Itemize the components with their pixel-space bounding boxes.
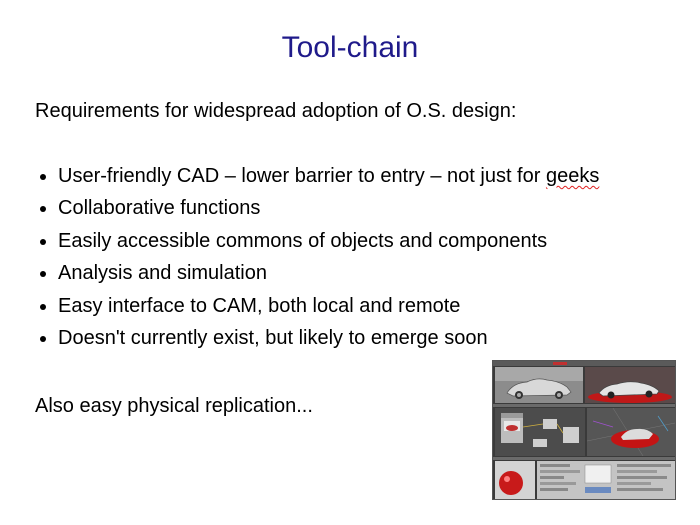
bullet-icon — [40, 304, 46, 310]
bullet-icon — [40, 239, 46, 245]
list-item — [35, 195, 599, 227]
list-item — [35, 293, 599, 325]
list-item-text: Analysis and simulation — [58, 262, 267, 285]
outro-text: Also easy physical replication... — [35, 395, 313, 417]
requirements-list — [35, 163, 599, 357]
list-item-text: Easily accessible commons of objects and components — [58, 229, 548, 252]
list-item — [35, 228, 599, 260]
list-item-text: Doesn't currently exist, but likely to emerge soon — [58, 326, 488, 349]
bullet-icon — [40, 336, 46, 342]
cad-software-screenshot — [492, 360, 676, 500]
list-item-text: User-friendly CAD – lower barrier to entry – not just for — [58, 165, 546, 187]
slide-title: Tool-chain — [281, 31, 419, 64]
spellcheck-flagged-word: geeks — [545, 165, 600, 187]
bullet-icon — [40, 271, 46, 277]
intro-text: Requirements for widespread adoption of O.S. design: — [35, 100, 517, 122]
list-item — [35, 163, 599, 195]
cad-software-screenshot-icon — [493, 361, 676, 500]
list-item — [35, 325, 599, 357]
list-item — [35, 260, 599, 292]
bullet-icon — [40, 206, 46, 212]
list-item-text: Collaborative functions — [58, 197, 261, 220]
bullet-icon — [40, 174, 46, 180]
list-item-text: Easy interface to CAM, both local and remote — [58, 294, 461, 317]
